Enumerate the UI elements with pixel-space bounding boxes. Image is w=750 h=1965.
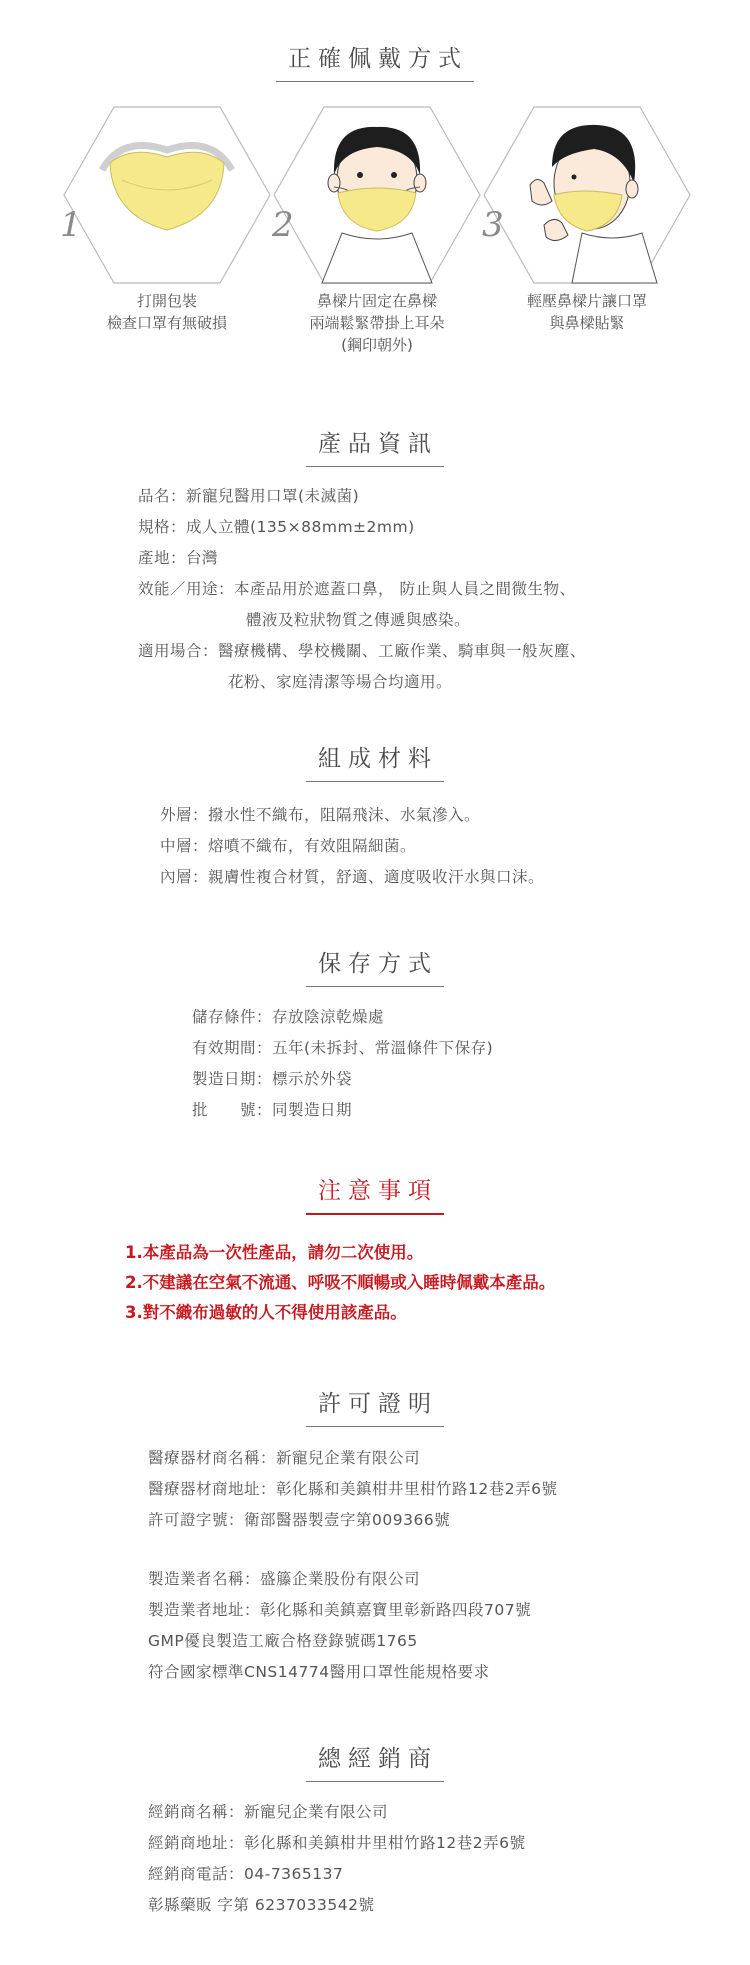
license-group-1: [148, 1443, 557, 1536]
materials-list: [160, 800, 544, 893]
info-row-origin: 產地： 台灣: [138, 549, 219, 567]
step-1-illustration-icon: [62, 105, 272, 285]
info-row-usage-cont: 體液及粒狀物質之傳遞與感染。: [246, 611, 471, 629]
info-row-usage: 效能／用途： 本產品用於遮蓋口鼻， 防止與人員之間微生物、: [138, 580, 576, 598]
materials-title: 組成材料: [0, 740, 750, 782]
notice-list: [125, 1238, 555, 1328]
step-3-caption: 輕壓鼻樑片讓口罩 與鼻樑貼緊: [526, 292, 647, 332]
license-line: 符合國家標準CNS14774醫用口罩性能規格要求: [148, 1663, 490, 1681]
product-info-list: [138, 481, 586, 698]
info-row-name: 品名： 新寵兒醫用口罩(未滅菌): [138, 487, 360, 505]
notice-item-1: 1.本產品為一次性產品，請勿二次使用。: [125, 1243, 424, 1262]
product-info-title: 產品資訊: [0, 425, 750, 467]
license-line: 醫療器材商地址：彰化縣和美鎮柑井里柑竹路12巷2弄6號: [148, 1480, 558, 1498]
distributor-title: 總經銷商: [0, 1740, 750, 1782]
storage-condition: 儲存條件： 存放陰涼乾燥處: [192, 1008, 385, 1026]
step-3-illustration-icon: [482, 105, 692, 285]
storage-mfg-date: 製造日期： 標示於外袋: [192, 1070, 353, 1088]
material-outer: 外層： 撥水性不織布，阻隔飛沫、水氣滲入。: [160, 806, 481, 824]
info-row-spec: 規格： 成人立體(135×88mm±2mm): [138, 518, 415, 536]
distributor-line: 彰縣藥販 字第 6237033542號: [148, 1896, 375, 1914]
storage-validity: 有效期間： 五年(未拆封、常溫條件下保存): [192, 1039, 494, 1057]
step-3-number: 3: [482, 205, 504, 245]
wear-steps: [0, 105, 750, 375]
license-line: 醫療器材商名稱：新寵兒企業有限公司: [148, 1449, 421, 1467]
step-2-caption: 鼻樑片固定在鼻樑 兩端鬆緊帶掛上耳朵 (鋼印朝外): [309, 292, 445, 354]
license-line: 製造業者名稱：盛籐企業股份有限公司: [148, 1570, 421, 1588]
how-to-wear-title: 正確佩戴方式: [0, 40, 750, 82]
material-inner: 內層： 親膚性複合材質，舒適、適度吸收汗水與口沫。: [160, 868, 545, 886]
storage-title: 保存方式: [0, 945, 750, 987]
info-row-occasions: 適用場合： 醫療機構、學校機關、工廠作業、騎車與一般灰塵、: [138, 642, 587, 660]
license-title: 許可證明: [0, 1385, 750, 1427]
license-line: GMP優良製造工廠合格登錄號碼1765: [148, 1632, 418, 1650]
step-2-illustration-icon: [272, 105, 482, 285]
license-line: 許可證字號：衛部醫器製壹字第009366號: [148, 1511, 451, 1529]
step-2-number: 2: [272, 205, 294, 245]
license-line: 製造業者地址：彰化縣和美鎮嘉寶里彰新路四段707號: [148, 1601, 532, 1619]
distributor-info: [148, 1797, 525, 1921]
notice-item-2: 2.不建議在空氣不流通、呼吸不順暢或入睡時佩戴本產品。: [125, 1273, 556, 1292]
step-1-number: 1: [60, 205, 82, 245]
notice-item-3: 3.對不織布過敏的人不得使用該產品。: [125, 1303, 407, 1322]
distributor-line: 經銷商地址：彰化縣和美鎮柑井里柑竹路12巷2弄6號: [148, 1834, 526, 1852]
storage-lot: 批 號： 同製造日期: [192, 1101, 353, 1119]
step-1-caption: 打開包裝 檢查口罩有無破損: [106, 292, 227, 332]
distributor-line: 經銷商名稱：新寵兒企業有限公司: [148, 1803, 389, 1821]
notice-title: 注意事項: [0, 1172, 750, 1215]
info-row-occasions-cont: 花粉、家庭清潔等場合均適用。: [228, 673, 453, 691]
material-middle: 中層： 熔噴不織布，有效阻隔細菌。: [160, 837, 417, 855]
distributor-line: 經銷商電話：04-7365137: [148, 1865, 344, 1883]
license-group-2: [148, 1564, 531, 1688]
storage-list: [192, 1002, 493, 1126]
